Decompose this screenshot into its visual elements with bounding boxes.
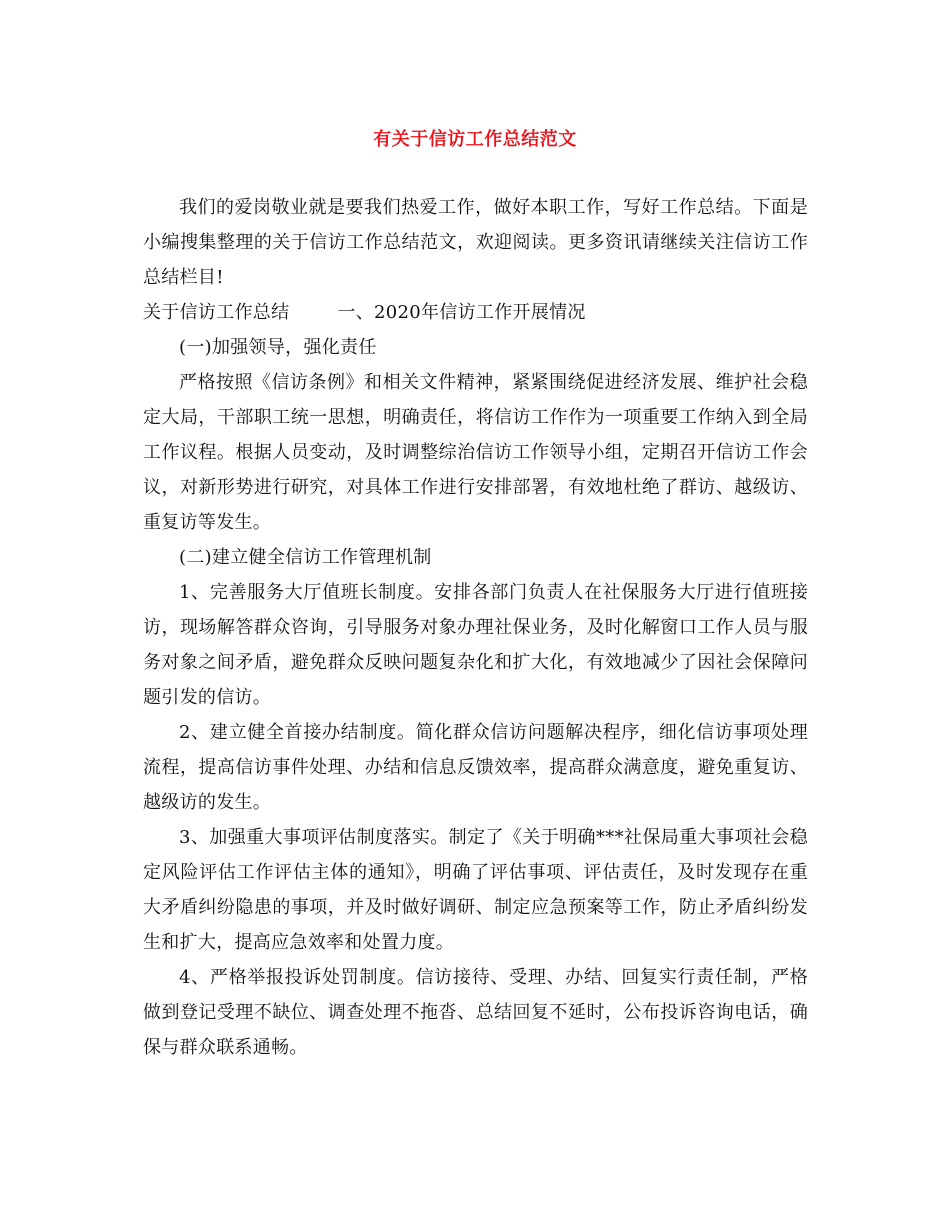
- list-item-3: 3、加强重大事项评估制度落实。制定了《关于明确***社保局重大事项社会稳定风险评估工作评估主体的通知》，明确了评估事项、评估责任，及时发现存在重大矛盾纠纷隐患的事项，并及时做好调研、制定应急预案等工作，防止矛盾纠纷发生和扩大，提高应急效率和处置力度。: [143, 827, 808, 953]
- paragraph-intro: 我们的爱岗敬业就是要我们热爱工作，做好本职工作，写好工作总结。下面是小编搜集整理的关于信访工作总结范文，欢迎阅读。更多资讯请继续关注信访工作总结栏目!: [143, 197, 808, 288]
- document-body: [143, 190, 808, 1065]
- subheading-1: (一)加强领导，强化责任: [179, 337, 377, 358]
- list-item-2: 2、建立健全首接办结制度。简化群众信访问题解决程序，细化信访事项处理流程，提高信访事件处理、办结和信息反馈效率，提高群众满意度，避免重复访、越级访的发生。: [143, 722, 808, 813]
- paragraph-1: 严格按照《信访条例》和相关文件精神，紧紧围绕促进经济发展、维护社会稳定大局，干部职工统一思想，明确责任，将信访工作作为一项重要工作纳入到全局工作议程。根据人员变动，及时调整综治信访工作领导小组，定期召开信访工作会议，对新形势进行研究，对具体工作进行安排部署，有效地杜绝了群访、越级访、重复访等发生。: [143, 372, 808, 533]
- section-heading-right: 一、2020年信访工作开展情况: [337, 302, 586, 323]
- list-item-1: 1、完善服务大厅值班长制度。安排各部门负责人在社保服务大厅进行值班接访，现场解答群众咨询，引导服务对象办理社保业务，及时化解窗口工作人员与服务对象之间矛盾，避免群众反映问题复杂化和扩大化，有效地减少了因社会保障问题引发的信访。: [143, 582, 808, 708]
- document-title: 有关于信访工作总结范文: [373, 129, 577, 150]
- section-heading-left: 关于信访工作总结: [143, 302, 290, 323]
- section-heading-line: [143, 295, 808, 330]
- subheading-2: (二)建立健全信访工作管理机制: [179, 547, 432, 568]
- list-item-4: 4、严格举报投诉处罚制度。信访接待、受理、办结、回复实行责任制，严格做到登记受理不缺位、调查处理不拖沓、总结回复不延时，公布投诉咨询电话，确保与群众联系通畅。: [143, 967, 808, 1058]
